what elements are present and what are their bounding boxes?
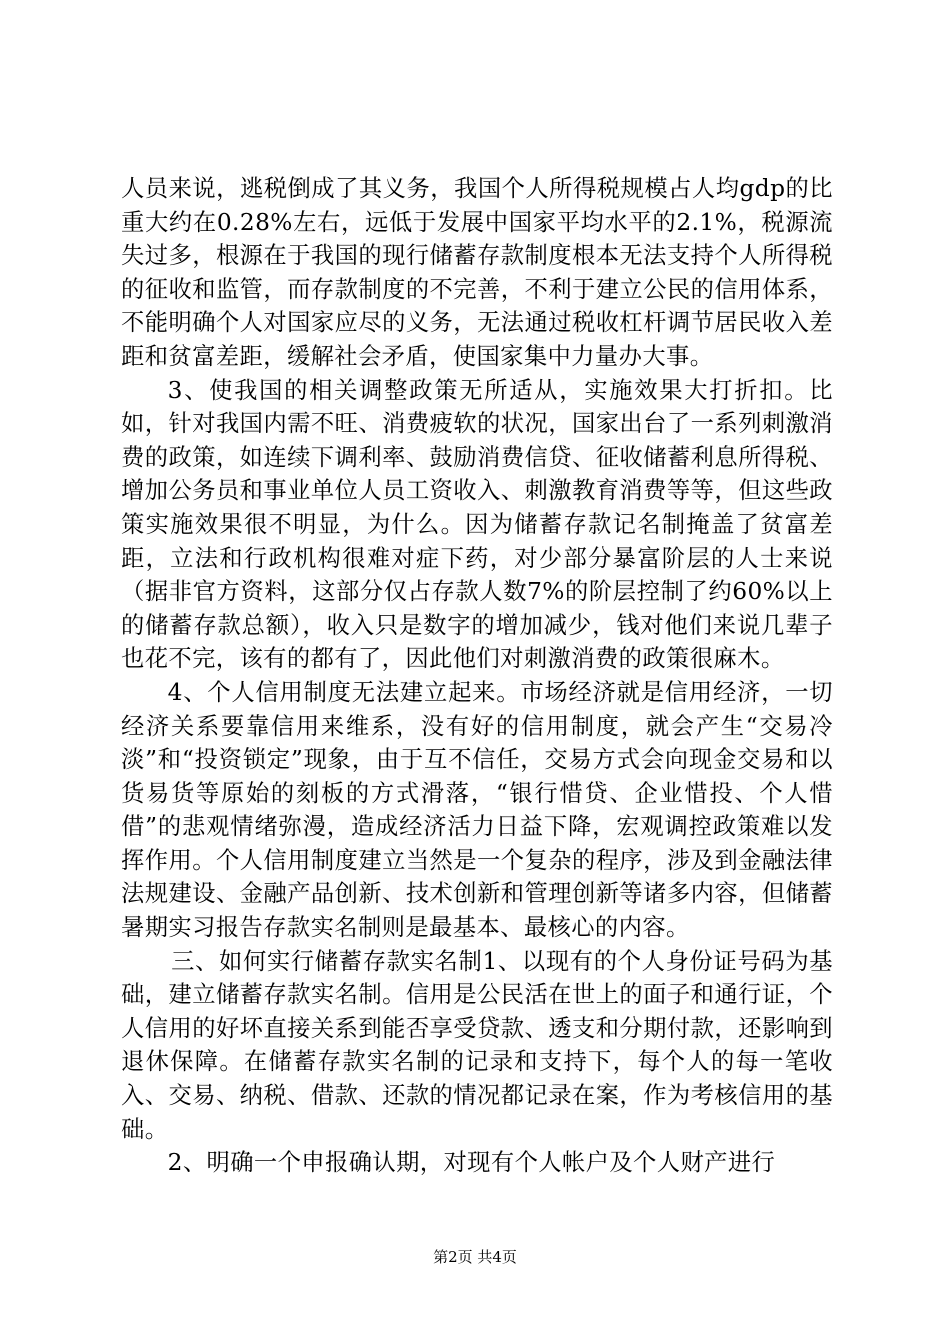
paragraph-item-2: 2、明确一个申报确认期，对现有个人帐户及个人财产进行 xyxy=(167,1149,776,1177)
paragraph-section-3: 三、如何实行储蓄存款实名制1、以现有的个人身份证号码为基础，建立储蓄存款实名制。信用是公民活在世上的面子和通行证，个人信用的好坏直接关系到能否享受贷款、透支和分期付款，还影响到退休保障。在储蓄存款实名制的记录和支持下，每个人的每一笔收入、交易、纳税、借款、还款的情况都记录在案，作为考核信用的基础。 xyxy=(121,947,833,1143)
paragraph-item-4: 4、个人信用制度无法建立起来。市场经济就是信用经济，一切经济关系要靠信用来维系，没有好的信用制度，就会产生“交易冷淡”和“投资锁定”现象，由于互不信任，交易方式会向现金交易和以货易货等原始的刻板的方式滑落，“银行惜贷、企业惜投、个人惜借”的悲观情绪弥漫，造成经济活力日益下降，宏观调控政策难以发挥作用。个人信用制度建立当然是一个复杂的程序，涉及到金融法律法规建设、金融产品创新、技术创新和管理创新等诸多内容，但储蓄暑期实习报告存款实名制则是最基本、最核心的内容。 xyxy=(121,678,833,942)
paragraph-item-3: 3、使我国的相关调整政策无所适从，实施效果大打折扣。比如，针对我国内需不旺、消费疲软的状况，国家出台了一系列刺激消费的政策，如连续下调利率、鼓励消费信贷、征收储蓄利息所得税、增加公务员和事业单位人员工资收入、刺激教育消费等等，但这些政策实施效果很不明显，为什么。因为储蓄存款记名制掩盖了贫富差距，立法和行政机构很难对症下药，对少部分暴富阶层的人士来说（据非官方资料，这部分仅占存款人数7%的阶层控制了约60%以上的储蓄存款总额），收入只是数字的增加减少，钱对他们来说几辈子也花不完，该有的都有了，因此他们对刺激消费的政策很麻木。 xyxy=(121,376,833,673)
paragraph-continued: 人员来说，逃税倒成了其义务，我国个人所得税规模占人均gdp的比重大约在0.28%左右，远低于发展中国家平均水平的2.1%，税源流失过多，根源在于我国的现行储蓄存款制度根本无法支持个人所得税的征收和监管，而存款制度的不完善，不利于建立公民的信用体系，不能明确个人对国家应尽的义务，无法通过税收杠杆调节居民收入差距和贫富差距，缓解社会矛盾，使国家集中力量办大事。 xyxy=(121,175,833,370)
page-footer: 第2页 共4页 xyxy=(433,1248,517,1266)
document-body xyxy=(121,172,833,1180)
